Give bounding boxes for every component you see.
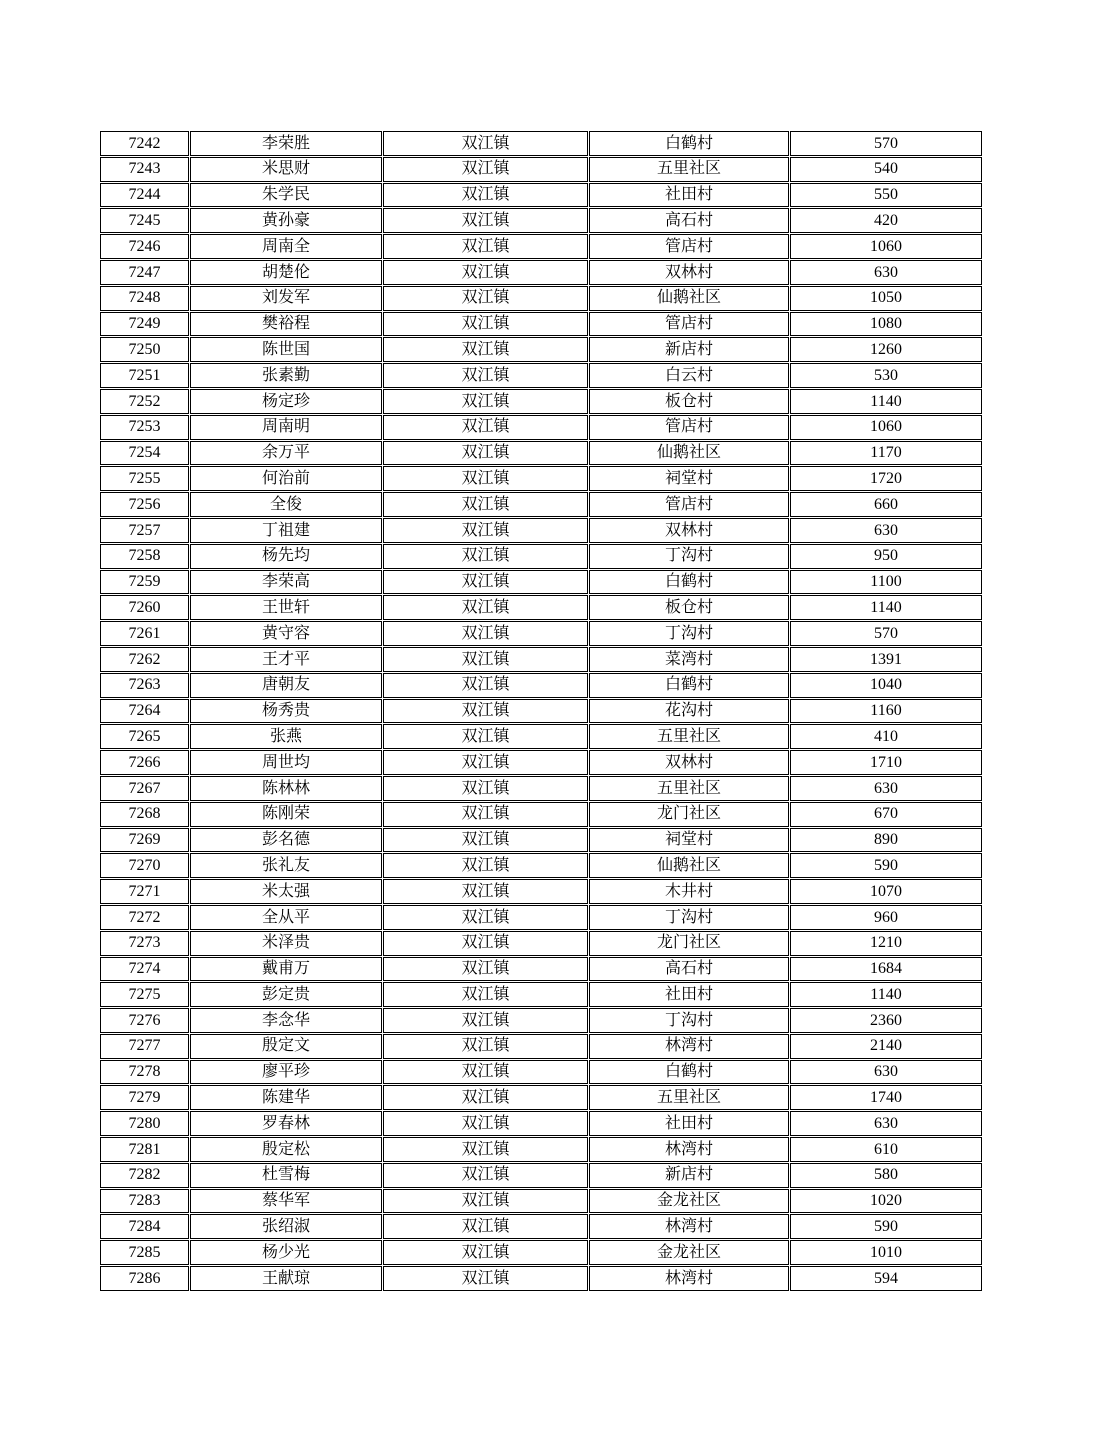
cell-amount: 540 — [790, 157, 982, 182]
cell-village: 白云村 — [589, 363, 789, 388]
table-row — [100, 337, 982, 362]
cell-serial-number: 7285 — [100, 1240, 189, 1265]
cell-person-name: 米思财 — [190, 157, 382, 182]
cell-amount: 1070 — [790, 879, 982, 904]
table-row — [100, 1189, 982, 1214]
cell-serial-number: 7266 — [100, 750, 189, 775]
cell-village: 白鹤村 — [589, 570, 789, 595]
cell-serial-number: 7275 — [100, 982, 189, 1007]
cell-amount: 1140 — [790, 595, 982, 620]
cell-amount: 1060 — [790, 415, 982, 440]
cell-serial-number: 7286 — [100, 1266, 189, 1291]
table-row — [100, 879, 982, 904]
cell-amount: 590 — [790, 853, 982, 878]
cell-town: 双江镇 — [383, 312, 588, 337]
cell-serial-number: 7249 — [100, 312, 189, 337]
cell-amount: 570 — [790, 131, 982, 156]
cell-person-name: 陈刚荣 — [190, 802, 382, 827]
table-row — [100, 1163, 982, 1188]
table-row — [100, 183, 982, 208]
cell-serial-number: 7284 — [100, 1214, 189, 1239]
cell-village: 白鹤村 — [589, 1060, 789, 1085]
cell-person-name: 李念华 — [190, 1008, 382, 1033]
cell-amount: 630 — [790, 518, 982, 543]
table-row — [100, 776, 982, 801]
table-row — [100, 621, 982, 646]
cell-town: 双江镇 — [383, 363, 588, 388]
table-row — [100, 208, 982, 233]
cell-amount: 1710 — [790, 750, 982, 775]
table-row — [100, 260, 982, 285]
cell-village: 双林村 — [589, 518, 789, 543]
cell-person-name: 胡楚伦 — [190, 260, 382, 285]
cell-village: 白鹤村 — [589, 673, 789, 698]
table-row — [100, 957, 982, 982]
table-row — [100, 363, 982, 388]
cell-town: 双江镇 — [383, 673, 588, 698]
cell-serial-number: 7260 — [100, 595, 189, 620]
cell-town: 双江镇 — [383, 931, 588, 956]
cell-amount: 1160 — [790, 699, 982, 724]
table-row — [100, 1060, 982, 1085]
cell-person-name: 杨定珍 — [190, 389, 382, 414]
cell-serial-number: 7256 — [100, 492, 189, 517]
cell-serial-number: 7253 — [100, 415, 189, 440]
cell-town: 双江镇 — [383, 1137, 588, 1162]
cell-town: 双江镇 — [383, 570, 588, 595]
cell-village: 丁沟村 — [589, 621, 789, 646]
cell-person-name: 全俊 — [190, 492, 382, 517]
cell-amount: 1080 — [790, 312, 982, 337]
cell-amount: 2360 — [790, 1008, 982, 1033]
cell-person-name: 杨秀贵 — [190, 699, 382, 724]
cell-amount: 530 — [790, 363, 982, 388]
cell-village: 林湾村 — [589, 1137, 789, 1162]
cell-serial-number: 7259 — [100, 570, 189, 595]
cell-amount: 1140 — [790, 982, 982, 1007]
table-row — [100, 853, 982, 878]
cell-village: 五里社区 — [589, 724, 789, 749]
cell-town: 双江镇 — [383, 621, 588, 646]
cell-serial-number: 7283 — [100, 1189, 189, 1214]
cell-village: 仙鹅社区 — [589, 853, 789, 878]
cell-town: 双江镇 — [383, 131, 588, 156]
cell-village: 丁沟村 — [589, 905, 789, 930]
cell-serial-number: 7269 — [100, 828, 189, 853]
cell-amount: 890 — [790, 828, 982, 853]
cell-village: 仙鹅社区 — [589, 286, 789, 311]
cell-village: 龙门社区 — [589, 931, 789, 956]
cell-person-name: 李荣高 — [190, 570, 382, 595]
cell-village: 社田村 — [589, 982, 789, 1007]
cell-village: 林湾村 — [589, 1214, 789, 1239]
table-row — [100, 595, 982, 620]
table-row — [100, 286, 982, 311]
cell-amount: 1100 — [790, 570, 982, 595]
table-row — [100, 1266, 982, 1291]
cell-person-name: 王献琼 — [190, 1266, 382, 1291]
cell-town: 双江镇 — [383, 1008, 588, 1033]
cell-amount: 410 — [790, 724, 982, 749]
cell-amount: 420 — [790, 208, 982, 233]
cell-town: 双江镇 — [383, 1060, 588, 1085]
cell-village: 丁沟村 — [589, 1008, 789, 1033]
cell-person-name: 殷定松 — [190, 1137, 382, 1162]
cell-amount: 570 — [790, 621, 982, 646]
cell-person-name: 戴甫万 — [190, 957, 382, 982]
cell-town: 双江镇 — [383, 905, 588, 930]
cell-serial-number: 7252 — [100, 389, 189, 414]
cell-village: 金龙社区 — [589, 1240, 789, 1265]
table-row — [100, 570, 982, 595]
cell-serial-number: 7262 — [100, 647, 189, 672]
cell-amount: 1020 — [790, 1189, 982, 1214]
cell-town: 双江镇 — [383, 1085, 588, 1110]
table-row — [100, 466, 982, 491]
cell-amount: 1260 — [790, 337, 982, 362]
cell-village: 林湾村 — [589, 1266, 789, 1291]
cell-amount: 594 — [790, 1266, 982, 1291]
cell-amount: 630 — [790, 1060, 982, 1085]
cell-person-name: 陈建华 — [190, 1085, 382, 1110]
cell-amount: 2140 — [790, 1034, 982, 1059]
cell-person-name: 周南全 — [190, 234, 382, 259]
cell-amount: 610 — [790, 1137, 982, 1162]
cell-village: 林湾村 — [589, 1034, 789, 1059]
cell-town: 双江镇 — [383, 750, 588, 775]
cell-town: 双江镇 — [383, 337, 588, 362]
cell-town: 双江镇 — [383, 828, 588, 853]
cell-serial-number: 7273 — [100, 931, 189, 956]
table-row — [100, 312, 982, 337]
cell-village: 社田村 — [589, 183, 789, 208]
cell-town: 双江镇 — [383, 286, 588, 311]
cell-serial-number: 7251 — [100, 363, 189, 388]
cell-person-name: 米太强 — [190, 879, 382, 904]
cell-serial-number: 7274 — [100, 957, 189, 982]
cell-person-name: 李荣胜 — [190, 131, 382, 156]
cell-serial-number: 7242 — [100, 131, 189, 156]
cell-person-name: 蔡华军 — [190, 1189, 382, 1214]
cell-town: 双江镇 — [383, 260, 588, 285]
cell-serial-number: 7258 — [100, 544, 189, 569]
cell-person-name: 黄孙豪 — [190, 208, 382, 233]
cell-town: 双江镇 — [383, 1266, 588, 1291]
cell-person-name: 彭定贵 — [190, 982, 382, 1007]
cell-person-name: 米泽贵 — [190, 931, 382, 956]
cell-amount: 580 — [790, 1163, 982, 1188]
cell-town: 双江镇 — [383, 982, 588, 1007]
table-row — [100, 982, 982, 1007]
cell-village: 祠堂村 — [589, 466, 789, 491]
cell-person-name: 丁祖建 — [190, 518, 382, 543]
cell-town: 双江镇 — [383, 699, 588, 724]
cell-town: 双江镇 — [383, 724, 588, 749]
cell-serial-number: 7250 — [100, 337, 189, 362]
cell-amount: 1720 — [790, 466, 982, 491]
cell-amount: 630 — [790, 1111, 982, 1136]
cell-town: 双江镇 — [383, 1214, 588, 1239]
cell-person-name: 陈世国 — [190, 337, 382, 362]
cell-amount: 1040 — [790, 673, 982, 698]
cell-amount: 1170 — [790, 441, 982, 466]
cell-town: 双江镇 — [383, 853, 588, 878]
cell-person-name: 殷定文 — [190, 1034, 382, 1059]
cell-serial-number: 7277 — [100, 1034, 189, 1059]
cell-person-name: 周南明 — [190, 415, 382, 440]
cell-serial-number: 7276 — [100, 1008, 189, 1033]
cell-village: 龙门社区 — [589, 802, 789, 827]
cell-town: 双江镇 — [383, 776, 588, 801]
table-row — [100, 415, 982, 440]
cell-village: 高石村 — [589, 957, 789, 982]
table-row — [100, 389, 982, 414]
cell-town: 双江镇 — [383, 183, 588, 208]
cell-village: 双林村 — [589, 260, 789, 285]
cell-amount: 630 — [790, 260, 982, 285]
cell-village: 丁沟村 — [589, 544, 789, 569]
table-row — [100, 441, 982, 466]
table-row — [100, 234, 982, 259]
cell-town: 双江镇 — [383, 957, 588, 982]
table-row — [100, 544, 982, 569]
table-row — [100, 1008, 982, 1033]
cell-town: 双江镇 — [383, 234, 588, 259]
cell-village: 五里社区 — [589, 1085, 789, 1110]
cell-village: 五里社区 — [589, 776, 789, 801]
cell-serial-number: 7261 — [100, 621, 189, 646]
cell-village: 管店村 — [589, 415, 789, 440]
cell-amount: 550 — [790, 183, 982, 208]
cell-person-name: 杨先均 — [190, 544, 382, 569]
cell-serial-number: 7272 — [100, 905, 189, 930]
cell-serial-number: 7270 — [100, 853, 189, 878]
cell-town: 双江镇 — [383, 544, 588, 569]
cell-village: 白鹤村 — [589, 131, 789, 156]
cell-person-name: 罗春林 — [190, 1111, 382, 1136]
cell-town: 双江镇 — [383, 1163, 588, 1188]
cell-town: 双江镇 — [383, 1111, 588, 1136]
cell-amount: 1391 — [790, 647, 982, 672]
cell-serial-number: 7254 — [100, 441, 189, 466]
cell-village: 社田村 — [589, 1111, 789, 1136]
roster-table — [99, 130, 983, 1292]
cell-serial-number: 7248 — [100, 286, 189, 311]
cell-serial-number: 7263 — [100, 673, 189, 698]
cell-amount: 1740 — [790, 1085, 982, 1110]
table-row — [100, 828, 982, 853]
cell-town: 双江镇 — [383, 1240, 588, 1265]
cell-serial-number: 7244 — [100, 183, 189, 208]
cell-village: 管店村 — [589, 312, 789, 337]
cell-serial-number: 7278 — [100, 1060, 189, 1085]
table-row — [100, 1137, 982, 1162]
cell-amount: 670 — [790, 802, 982, 827]
cell-amount: 660 — [790, 492, 982, 517]
cell-village: 管店村 — [589, 234, 789, 259]
cell-serial-number: 7271 — [100, 879, 189, 904]
cell-person-name: 张礼友 — [190, 853, 382, 878]
table-row — [100, 131, 982, 156]
cell-serial-number: 7246 — [100, 234, 189, 259]
cell-village: 木井村 — [589, 879, 789, 904]
cell-town: 双江镇 — [383, 647, 588, 672]
cell-town: 双江镇 — [383, 389, 588, 414]
cell-village: 新店村 — [589, 1163, 789, 1188]
table-row — [100, 1085, 982, 1110]
cell-amount: 1050 — [790, 286, 982, 311]
cell-serial-number: 7267 — [100, 776, 189, 801]
cell-town: 双江镇 — [383, 1189, 588, 1214]
table-row — [100, 518, 982, 543]
cell-amount: 630 — [790, 776, 982, 801]
table-row — [100, 1111, 982, 1136]
cell-amount: 590 — [790, 1214, 982, 1239]
cell-village: 菜湾村 — [589, 647, 789, 672]
cell-town: 双江镇 — [383, 879, 588, 904]
cell-amount: 1010 — [790, 1240, 982, 1265]
cell-town: 双江镇 — [383, 157, 588, 182]
cell-town: 双江镇 — [383, 441, 588, 466]
cell-serial-number: 7257 — [100, 518, 189, 543]
cell-person-name: 余万平 — [190, 441, 382, 466]
cell-person-name: 彭名德 — [190, 828, 382, 853]
cell-town: 双江镇 — [383, 518, 588, 543]
table-row — [100, 647, 982, 672]
cell-person-name: 樊裕程 — [190, 312, 382, 337]
table-row — [100, 750, 982, 775]
cell-person-name: 全从平 — [190, 905, 382, 930]
table-row — [100, 1034, 982, 1059]
cell-town: 双江镇 — [383, 415, 588, 440]
cell-village: 高石村 — [589, 208, 789, 233]
cell-village: 板仓村 — [589, 389, 789, 414]
cell-serial-number: 7255 — [100, 466, 189, 491]
cell-person-name: 黄守容 — [190, 621, 382, 646]
table-row — [100, 802, 982, 827]
cell-person-name: 杨少光 — [190, 1240, 382, 1265]
cell-serial-number: 7245 — [100, 208, 189, 233]
table-row — [100, 492, 982, 517]
cell-amount: 950 — [790, 544, 982, 569]
cell-town: 双江镇 — [383, 802, 588, 827]
cell-town: 双江镇 — [383, 595, 588, 620]
cell-town: 双江镇 — [383, 208, 588, 233]
cell-amount: 1210 — [790, 931, 982, 956]
cell-village: 金龙社区 — [589, 1189, 789, 1214]
cell-person-name: 刘发军 — [190, 286, 382, 311]
cell-amount: 1060 — [790, 234, 982, 259]
cell-person-name: 朱学民 — [190, 183, 382, 208]
cell-serial-number: 7264 — [100, 699, 189, 724]
cell-village: 板仓村 — [589, 595, 789, 620]
table-body — [100, 131, 982, 1291]
table-row — [100, 157, 982, 182]
cell-person-name: 王世轩 — [190, 595, 382, 620]
cell-village: 新店村 — [589, 337, 789, 362]
cell-person-name: 张燕 — [190, 724, 382, 749]
cell-serial-number: 7281 — [100, 1137, 189, 1162]
cell-village: 祠堂村 — [589, 828, 789, 853]
table-row — [100, 905, 982, 930]
cell-person-name: 何治前 — [190, 466, 382, 491]
cell-serial-number: 7243 — [100, 157, 189, 182]
cell-village: 五里社区 — [589, 157, 789, 182]
cell-serial-number: 7268 — [100, 802, 189, 827]
cell-person-name: 杜雪梅 — [190, 1163, 382, 1188]
cell-serial-number: 7265 — [100, 724, 189, 749]
cell-serial-number: 7247 — [100, 260, 189, 285]
cell-town: 双江镇 — [383, 1034, 588, 1059]
cell-amount: 960 — [790, 905, 982, 930]
cell-person-name: 张素勤 — [190, 363, 382, 388]
cell-person-name: 唐朝友 — [190, 673, 382, 698]
cell-person-name: 王才平 — [190, 647, 382, 672]
table-row — [100, 673, 982, 698]
cell-serial-number: 7282 — [100, 1163, 189, 1188]
cell-serial-number: 7280 — [100, 1111, 189, 1136]
table-row — [100, 699, 982, 724]
cell-person-name: 周世均 — [190, 750, 382, 775]
cell-person-name: 张绍淑 — [190, 1214, 382, 1239]
table-row — [100, 1214, 982, 1239]
table-row — [100, 1240, 982, 1265]
cell-village: 花沟村 — [589, 699, 789, 724]
cell-town: 双江镇 — [383, 466, 588, 491]
cell-village: 仙鹅社区 — [589, 441, 789, 466]
cell-person-name: 廖平珍 — [190, 1060, 382, 1085]
cell-amount: 1684 — [790, 957, 982, 982]
cell-amount: 1140 — [790, 389, 982, 414]
table-row — [100, 931, 982, 956]
cell-village: 管店村 — [589, 492, 789, 517]
cell-village: 双林村 — [589, 750, 789, 775]
cell-town: 双江镇 — [383, 492, 588, 517]
cell-person-name: 陈林林 — [190, 776, 382, 801]
table-row — [100, 724, 982, 749]
cell-serial-number: 7279 — [100, 1085, 189, 1110]
